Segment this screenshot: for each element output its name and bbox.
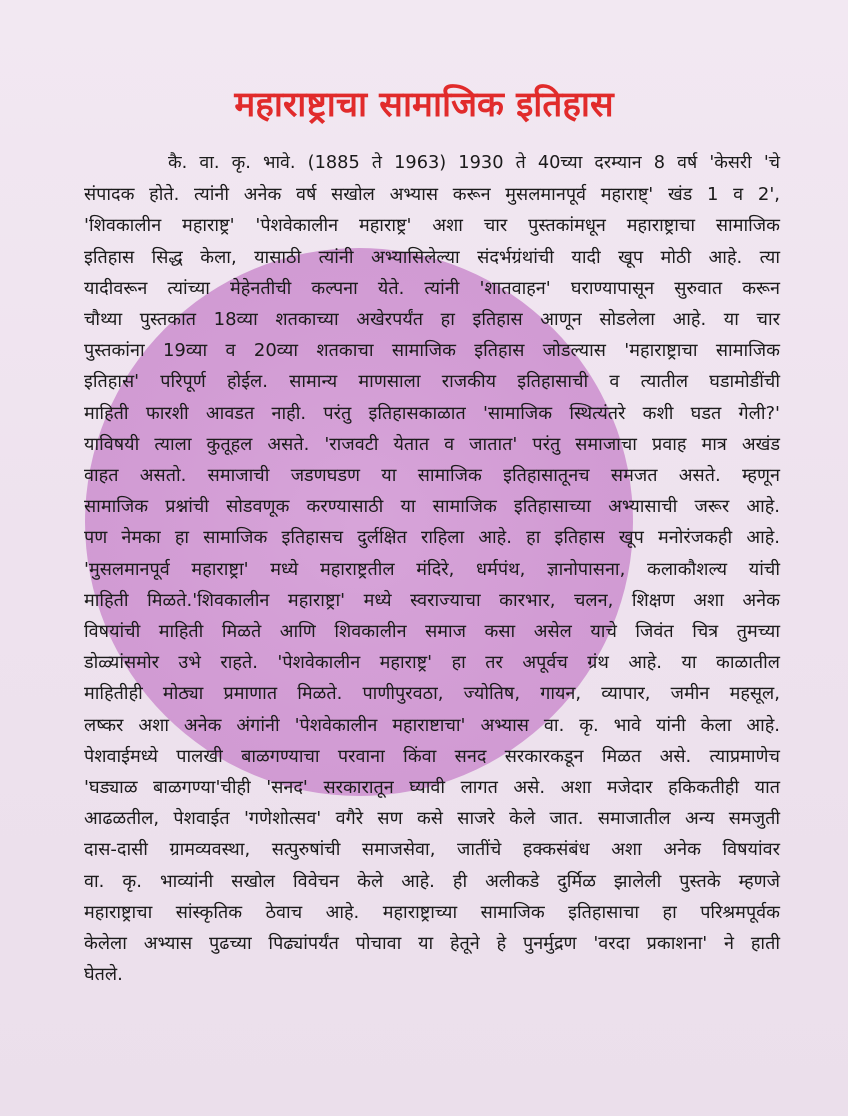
text-line: माहिती फारशी आवडत नाही. परंतु इतिहासकाळात 'सामाजिक स्थित्यंतरे कशी घडत गेली?'	[84, 402, 780, 424]
text-line: वाहत असतो. समाजाची जडणघडण या सामाजिक इतिहासातूनच समजत असते. म्हणून	[84, 465, 780, 487]
text-line: केलेला अभ्यास पुढच्या पिढ्यांपर्यंत पोचावा या हेतूने हे पुनर्मुद्रण 'वरदा प्रकाशना' ने हाती	[84, 933, 780, 955]
text-line: माहितीही मोठ्या प्रमाणात मिळते. पाणीपुरवठा, ज्योतिष, गायन, व्यापार, जमीन महसूल,	[84, 683, 780, 705]
text-line: लष्कर अशा अनेक अंगांनी 'पेशवेकालीन महाराष्टाचा' अभ्यास वा. कृ. भावे यांनी केला आहे.	[84, 714, 780, 736]
text-line: 'घड्याळ बाळगण्या'चीही 'सनद' सरकारातून घ्यावी लागत असे. अशा मजेदार हकिकतीही यात	[84, 777, 780, 799]
text-line: डोळ्यांसमोर उभे राहते. 'पेशवेकालीन महाराष्ट्र' हा तर अपूर्वच ग्रंथ आहे. या काळातील	[84, 652, 780, 674]
text-line: पेशवाईमध्ये पालखी बाळगण्याचा परवाना किंवा सनद सरकारकडून मिळत असे. त्याप्रमाणेच	[84, 745, 780, 767]
text-line: विषयांची माहिती मिळते आणि शिवकालीन समाज कसा असेल याचे जिवंत चित्र तुमच्या	[84, 621, 780, 643]
text-line: याविषयी त्याला कुतूहल असते. 'राजवटी येतात व जातात' परंतु समाजाचा प्रवाह मात्र अखंड	[84, 433, 780, 455]
text-line: यादीवरून त्यांच्या मेहेनतीची कल्पना येते. त्यांनी 'शातवाहन' घराण्यापासून सुरुवात करून	[84, 277, 780, 299]
text-line: दास-दासी ग्रामव्यवस्था, सत्पुरुषांची समाजसेवा, जातींचे हक्कसंबंध अशा अनेक विषयांवर	[84, 839, 780, 861]
text-line: आढळतील, पेशवाईत 'गणेशोत्सव' वगैरे सण कसे साजरे केले जात. समाजातील अन्य समजुती	[84, 808, 780, 830]
text-line: 'शिवकालीन महाराष्ट्र' 'पेशवेकालीन महाराष्ट्र' अशा चार पुस्तकांमधून महाराष्ट्राचा सामाजिक	[84, 215, 780, 237]
text-line: चौथ्या पुस्तकात 18व्या शतकाच्या अखेरपर्यंत हा इतिहास आणून सोडलेला आहे. या चार	[84, 309, 780, 331]
text-line: इतिहास सिद्ध केला, यासाठी त्यांनी अभ्यासिलेल्या संदर्भग्रंथांची यादी खूप मोठी आहे. त्या	[84, 246, 780, 268]
text-line: महाराष्ट्राचा सांस्कृतिक ठेवाच आहे. महाराष्ट्राच्या सामाजिक इतिहासाचा हा परिश्रमपूर्वक	[84, 901, 780, 923]
text-line: सामाजिक प्रश्नांची सोडवणूक करण्यासाठी या सामाजिक इतिहासाच्या अभ्यासाची जरूर आहे.	[84, 496, 780, 518]
text-line: घेतले.	[84, 964, 123, 986]
text-line: कै. वा. कृ. भावे. (1885 ते 1963) 1930 ते 40च्या दरम्यान 8 वर्ष 'केसरी 'चे	[168, 153, 780, 173]
text-line: वा. कृ. भाव्यांनी सखोल विवेचन केले आहे. ही अलीकडे दुर्मिळ झालेली पुस्तके म्हणजे	[84, 870, 780, 892]
text-line: पुस्तकांना 19व्या व 20व्या शतकाचा सामाजिक इतिहास जोडल्यास 'महाराष्ट्राचा सामाजिक	[84, 340, 780, 362]
page-title: महाराष्ट्राचा सामाजिक इतिहास	[234, 85, 614, 125]
text-line: 'मुसलमानपूर्व महाराष्ट्रा' मध्ये महाराष्ट्रतील मंदिरे, धर्मपंथ, ज्ञानोपासना, कलाकौशल्य यांची	[84, 558, 780, 580]
text-line: पण नेमका हा सामाजिक इतिहासच दुर्लक्षित राहिला आहे. हा इतिहास खूप मनोरंजकही आहे.	[84, 527, 780, 549]
text-line: माहिती मिळते.'शिवकालीन महाराष्ट्रा' मध्ये स्वराज्याचा कारभार, चलन, शिक्षण अशा अनेक	[84, 589, 780, 611]
body-paragraph	[84, 148, 780, 990]
text-line: संपादक होते. त्यांनी अनेक वर्ष सखोल अभ्यास करून मुसलमानपूर्व महाराष्ट्' खंड 1 व 2',	[84, 184, 780, 206]
text-line: इतिहास' परिपूर्ण होईल. सामान्य माणसाला राजकीय इतिहासाची व त्यातील घडामोडींची	[84, 371, 780, 393]
